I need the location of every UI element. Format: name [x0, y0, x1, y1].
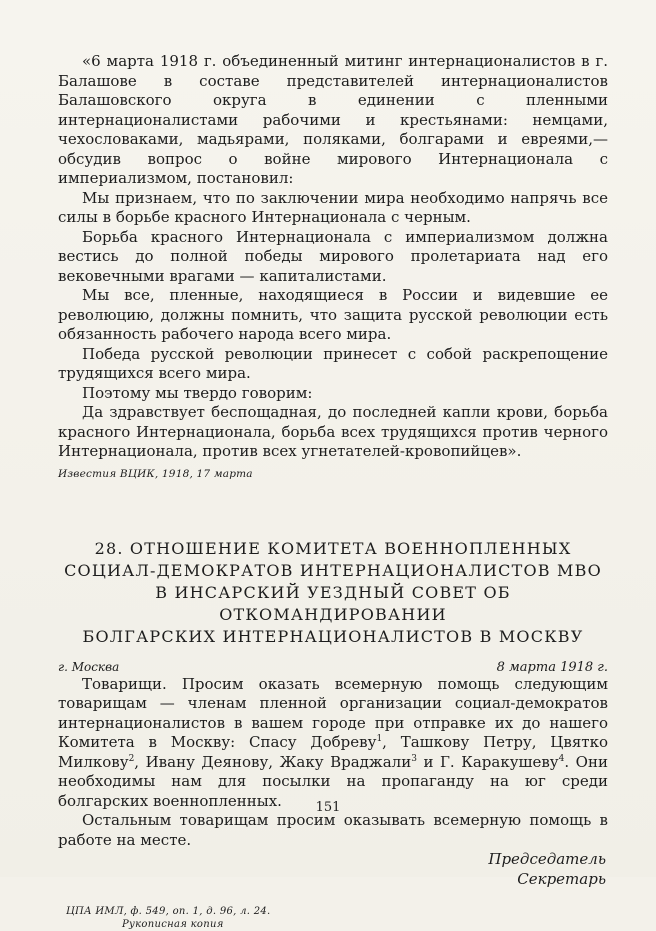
footnote-ref: 4 — [558, 753, 565, 764]
footnote-ref: 1 — [376, 734, 383, 744]
quote-source: Известия ВЦИК, 1918, 17 марта — [58, 467, 253, 480]
body-text: , Ивану Деянову, Жаку Враджали — [134, 752, 412, 771]
footnote-ref: 2 — [128, 753, 135, 764]
title-line: БОЛГАРСКИХ ИНТЕРНАЦИОНАЛИСТОВ В МОСКВУ — [82, 626, 584, 646]
signature-secretary: Секретарь — [517, 869, 606, 888]
title-line: 28. ОТНОШЕНИЕ КОМИТЕТА ВОЕННОПЛЕННЫХ — [94, 538, 572, 558]
signature-block — [58, 850, 608, 889]
quote-paragraph: Мы все, пленные, находящиеся в России и видевшие ее революцию, должны помнить, что защита русской революции есть обязанность рабочего народа всего мира. — [58, 286, 608, 343]
body-text: , Ташкову Петру, Цвятко Милкову — [58, 733, 608, 771]
quote-paragraph: Мы признаем, что по заключении мира необходимо напрячь все силы в борьбе красного Интернационала с черным. — [58, 188, 608, 226]
title-line: СОЦИАЛ-ДЕМОКРАТОВ ИНТЕРНАЦИОНАЛИСТОВ МВО — [64, 560, 602, 580]
quote-paragraph: Победа русской революции принесет с собой раскрепощение трудящихся всего мира. — [58, 344, 608, 382]
quote-paragraph: Да здравствует беспощадная, до последней капли крови, борьба красного Интернационала, борьба всех трудящихся против черного Интернационала, против всех угнетателей-кровопийцев». — [58, 403, 608, 460]
place-date-line — [58, 660, 608, 675]
quote-paragraph: Поэтому мы твердо говорим: — [82, 383, 313, 402]
document-place: г. Москва — [58, 659, 120, 674]
archive-reference — [66, 905, 608, 931]
document-body-paragraph: Остальным товарищам просим оказывать всемерную помощь в работе на месте. — [58, 811, 608, 849]
document-body-paragraph — [58, 675, 608, 812]
title-line: В ИНСАРСКИЙ УЕЗДНЫЙ СОВЕТ ОБ ОТКОМАНДИРОВАНИИ — [155, 582, 511, 624]
signature-chairman: Председатель — [488, 850, 606, 868]
body-text: . Они необходимы нам для посылки на пропаганду на юг среди болгарских военнопленных. — [58, 752, 608, 810]
body-text: Товарищи. Просим оказать всемерную помощь следующим товарищам — членам пленной организации социал-демократов интернационалистов в вашем городе при отправке их до нашего Комитета в Москву: Спасу Добреву — [58, 674, 608, 751]
footnote-ref: 3 — [411, 753, 417, 764]
page-number: 151 — [315, 800, 341, 815]
quote-paragraph: «6 марта 1918 г. объединенный митинг интернационалистов в г. Балашове в составе представителей интернационалистов Балашовского округа в единении с пленными интернационалистами рабочими и крестьянами: немцами, чехословаками, мадьярами, поляками, болгарами и евреями,— обсудив вопрос о войне мирового Интернационала с империализмом, постановил: — [58, 52, 608, 187]
document-title — [58, 538, 608, 648]
quote-paragraph: Борьба красного Интернационала с империализмом должна вестись до полной победы мирового пролетариата над его вековечными врагами — капиталистами. — [58, 227, 608, 285]
document-date: 8 марта 1918 г. — [496, 659, 608, 675]
archive-line: ЦПА ИМЛ, ф. 549, оп. 1, д. 96, л. 24. — [66, 906, 271, 917]
archive-line: Рукописная копия — [122, 919, 224, 930]
body-text: и Г. Каракушеву — [416, 752, 559, 771]
